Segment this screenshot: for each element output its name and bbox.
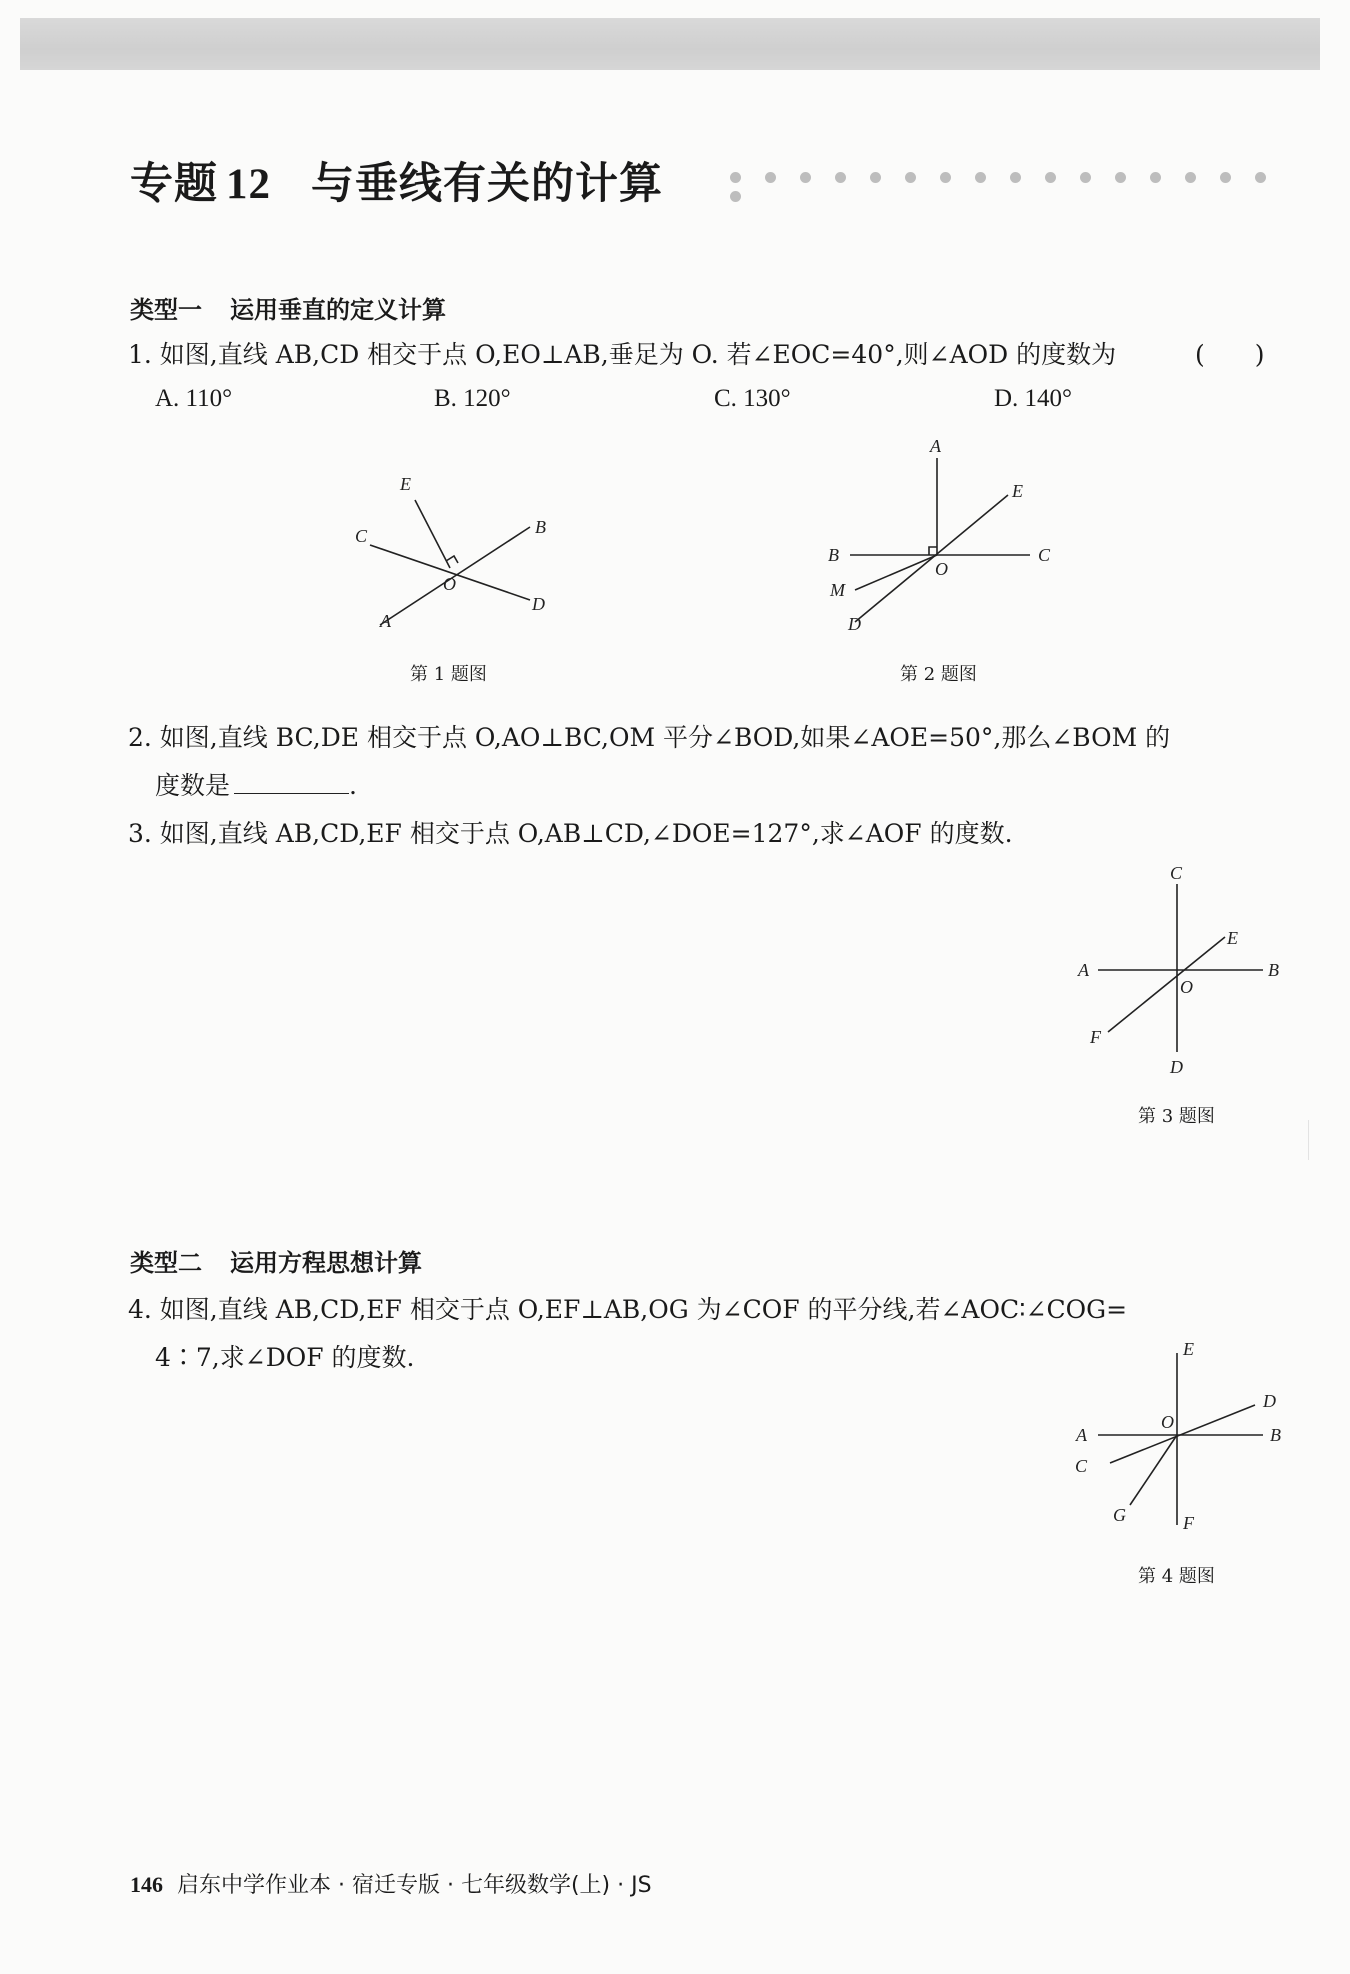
figure-1-label-b: B xyxy=(535,517,546,537)
figure-3-label-a: A xyxy=(1078,960,1089,980)
figure-1-label-e: E xyxy=(400,474,411,494)
figure-3-label-f: F xyxy=(1090,1027,1101,1047)
figure-2-line-de xyxy=(855,495,1008,622)
figure-2-label-c: C xyxy=(1038,545,1051,565)
figure-2-right-angle-mark xyxy=(929,547,937,555)
question-1-option-d: D. 140° xyxy=(994,385,1073,412)
figure-4-line-cd xyxy=(1110,1405,1255,1463)
figure-3-label-b: B xyxy=(1268,960,1279,980)
question-1-answer-paren: ( ) xyxy=(1195,340,1265,369)
section-type2-heading: 类型二 运用方程思想计算 xyxy=(130,1249,422,1277)
section-type1-heading: 类型一 运用垂直的定义计算 xyxy=(130,296,446,324)
figure-4-label-c: C xyxy=(1075,1456,1088,1476)
question-3-text: 3. 如图,直线 AB,CD,EF 相交于点 O,AB⊥CD,∠DOE=127°,求∠AOF 的度数. xyxy=(128,819,1013,848)
figure-2-label-b: B xyxy=(828,545,839,565)
figure-3-label-d: D xyxy=(1170,1057,1183,1077)
figure-2-caption: 第 2 题图 xyxy=(900,664,977,685)
question-2-text-line2: 度数是 . xyxy=(155,771,357,800)
page-footer xyxy=(130,1868,652,1899)
figure-4-label-o: O xyxy=(1161,1412,1174,1432)
figure-2-label-e: E xyxy=(1012,481,1023,501)
question-2-text-line1: 2. 如图,直线 BC,DE 相交于点 O,AO⊥BC,OM 平分∠BOD,如果∠AOE=50°,那么∠BOM 的 xyxy=(128,723,1171,752)
book-title: 启东中学作业本 · 宿迁专版 · 七年级数学(上) · JS xyxy=(177,1873,652,1898)
question-4-text-line1: 4. 如图,直线 AB,CD,EF 相交于点 O,EF⊥AB,OG 为∠COF 的平分线,若∠AOC∶∠COG= xyxy=(128,1295,1128,1324)
figure-4-label-a: A xyxy=(1076,1425,1087,1445)
figure-3-label-o: O xyxy=(1180,977,1193,997)
top-band xyxy=(20,18,1320,70)
figure-2-label-d: D xyxy=(848,614,861,634)
figure-1-right-angle-mark xyxy=(446,556,458,563)
figure-3-line-ef xyxy=(1108,937,1225,1032)
figure-4-label-d: D xyxy=(1263,1391,1276,1411)
figure-1-label-c: C xyxy=(355,526,368,546)
figure-3-caption: 第 3 题图 xyxy=(1138,1106,1215,1127)
figure-2-diagram xyxy=(820,430,1070,640)
figure-3-label-c: C xyxy=(1170,863,1183,883)
figure-3-diagram xyxy=(1065,862,1295,1082)
figure-3-label-e: E xyxy=(1227,928,1238,948)
question-4-text-line2: 4∶7,求∠DOF 的度数. xyxy=(155,1343,415,1372)
figure-1-diagram xyxy=(340,465,570,640)
figure-1-label-a: A xyxy=(380,611,391,631)
figure-1-caption: 第 1 题图 xyxy=(410,664,487,685)
figure-2-ray-om xyxy=(855,555,937,590)
figure-4-diagram xyxy=(1065,1335,1295,1535)
figure-4-label-g: G xyxy=(1113,1505,1126,1525)
page-number: 146 xyxy=(130,1872,163,1897)
figure-1-label-d: D xyxy=(532,594,545,614)
figure-4-label-f: F xyxy=(1183,1513,1194,1533)
page-title: 专题 12 与垂线有关的计算 xyxy=(130,159,663,209)
figure-2-label-a: A xyxy=(930,436,941,456)
figure-1-label-o: O xyxy=(443,574,456,594)
figure-1-ray-eo xyxy=(415,500,450,568)
figure-2-label-m: M xyxy=(830,580,845,600)
question-1-option-a: A. 110° xyxy=(155,385,233,412)
question-2-answer-blank[interactable] xyxy=(234,771,349,794)
title-dots xyxy=(730,168,1310,182)
question-1-option-b: B. 120° xyxy=(434,385,511,412)
question-1-text: 1. 如图,直线 AB,CD 相交于点 O,EO⊥AB,垂足为 O. 若∠EOC=40°,则∠AOD 的度数为 xyxy=(128,340,1117,369)
question-1-option-c: C. 130° xyxy=(714,385,791,412)
margin-mark xyxy=(1308,1120,1309,1160)
figure-2-label-o: O xyxy=(935,559,948,579)
figure-4-label-e: E xyxy=(1183,1339,1194,1359)
figure-4-label-b: B xyxy=(1270,1425,1281,1445)
figure-4-caption: 第 4 题图 xyxy=(1138,1566,1215,1587)
